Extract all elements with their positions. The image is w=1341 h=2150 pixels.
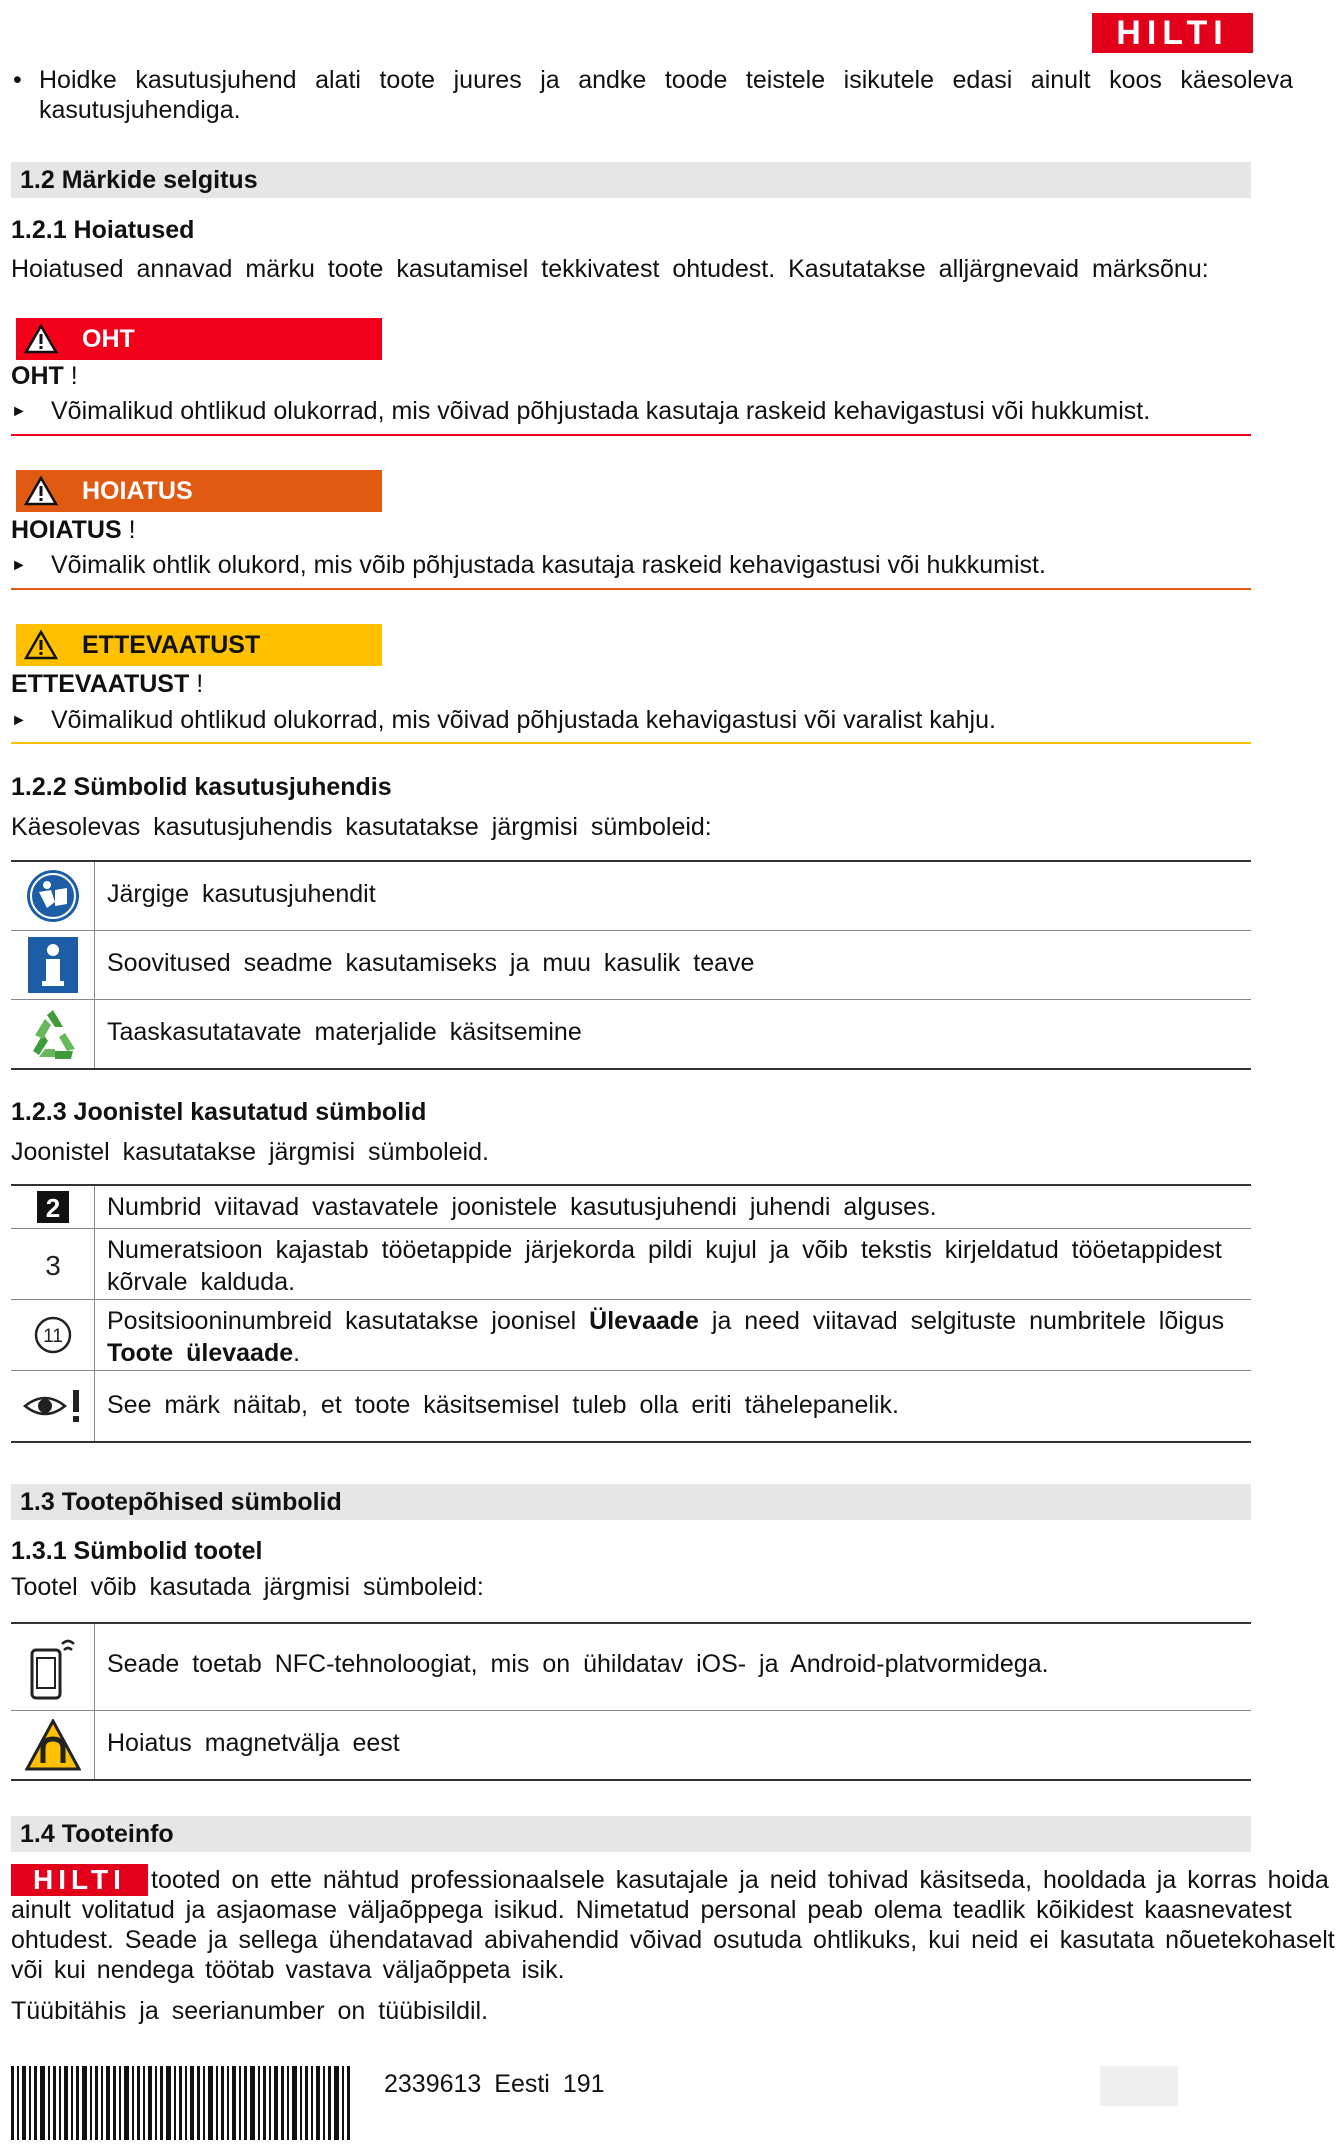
table-row [11,1300,1251,1371]
recycling-icon [25,1007,81,1061]
section-1-3-title: 1.3 Tootepõhised sümbolid [20,1488,342,1516]
product-overview-ref: Toote ülevaade [107,1339,294,1367]
intro-bullet [13,65,1293,125]
table-cell-text: Soovitused seadme kasutamiseks ja muu kasulik teave [107,949,755,977]
icon-cell [11,1300,95,1370]
table-cell-text: Seade toetab NFC-tehnoloogiat, mis on ühildatav iOS- ja Android-platvormidega. [107,1650,1049,1678]
section-1-3-1-title: 1.3.1 Sümbolid tootel [11,1537,263,1565]
caution-rule [11,742,1251,744]
figure-symbols-table [11,1184,1251,1443]
icon-cell [11,862,95,930]
danger-heading-text: OHT [11,362,64,390]
warning-heading [11,516,136,545]
icon-cell [11,1000,95,1068]
table-row [11,1624,1251,1711]
warning-triangle-icon [24,324,58,354]
warning-heading-text: HOIATUS [11,516,122,544]
icon-cell [11,1371,95,1441]
arrow-icon: ► [11,403,27,421]
type-plate-text: Tüübitähis ja seerianumber on tüübisildil. [11,1997,489,2025]
table-cell-text: See märk näitab, et toote käsitsemisel tuleb olla eriti tähelepanelik. [107,1391,899,1419]
barcode [11,2066,351,2140]
warning-triangle-icon [24,476,58,506]
table-row [11,1711,1251,1781]
language: Eesti [494,2070,550,2098]
danger-heading [11,362,78,391]
icon-cell [11,1624,95,1710]
text-part: . [293,1339,301,1367]
warning-heading-excl: ! [121,516,136,544]
icon-cell [11,931,95,999]
section-1-3-header [11,1484,1251,1520]
caution-heading-excl: ! [189,670,204,698]
figure-number-icon [37,1191,69,1223]
danger-rule [11,434,1251,436]
section-1-4-title: 1.4 Tooteinfo [20,1820,174,1848]
read-manual-icon [25,868,81,924]
section-1-2-1-title: 1.2.1 Hoiatused [11,216,195,244]
arrow-icon: ► [11,712,27,730]
table-cell-text: Järgige kasutusjuhendit [107,880,376,908]
warning-triangle-icon [24,630,58,660]
section-1-2-3-title: 1.2.3 Joonistel kasutatud sümbolid [11,1098,427,1126]
figure-number-glyph: 2 [45,1193,60,1223]
text-part: ja need viitavad selgituste numbritele lõigus [698,1307,1225,1335]
section-1-4-header [11,1816,1251,1852]
danger-description-text: Võimalikud ohtlikud olukorrad, mis võivad põhjustada kasutaja raskeid kehavigastusi või hukkumist. [51,397,1151,425]
bullet-dot: • [13,66,22,94]
table-row [11,1186,1251,1229]
danger-heading-excl: ! [63,362,78,390]
arrow-icon: ► [11,557,27,575]
hilti-logo-inline: HILTI [11,1864,148,1896]
caution-label: ETTEVAATUST [82,631,261,659]
nfc-phone-icon [26,1632,80,1702]
danger-label: OHT [82,325,135,353]
overview-ref: Ülevaade [589,1307,699,1335]
table-row [11,931,1251,1000]
caution-description [11,706,996,735]
caution-signal-box [16,624,382,666]
section-1-2-2-text: Käesolevas kasutusjuhendis kasutatakse järgmisi sümboleid: [11,813,712,841]
table-cell-text [107,1300,1251,1374]
icon-cell [11,1711,95,1779]
section-1-2-3-text: Joonistel kasutatakse järgmisi sümboleid. [11,1138,489,1166]
table-row [11,1000,1251,1070]
warning-signal-box [16,470,382,512]
manual-symbols-table [11,860,1251,1070]
step-number-glyph: 3 [44,1250,61,1280]
intro-bullet-text: Hoidke kasutusjuhend alati toote juures ja andke toode teistele isikutele edasi ainult koos käesoleva kasutusjuhendiga. [39,66,1293,124]
magnetic-field-warning-icon [25,1719,81,1771]
position-number-glyph: 11 [42,1326,63,1347]
footer [384,2070,605,2099]
table-row [11,862,1251,931]
danger-description [11,397,1150,426]
section-1-2-2-title: 1.2.2 Sümbolid kasutusjuhendis [11,773,392,801]
attention-eye-icon [23,1388,83,1424]
position-number-icon [33,1315,73,1355]
table-cell-text: Taaskasutatavate materjalide käsitsemine [107,1018,582,1046]
danger-signal-box [16,318,382,360]
section-1-2-header [11,162,1251,198]
warning-label: HOIATUS [82,477,193,505]
text-part: Positsiooninumbreid kasutatakse joonisel [107,1307,590,1335]
warning-description [11,551,1046,580]
section-1-3-1-text: Tootel võib kasutada järgmisi sümboleid: [11,1573,484,1601]
hilti-logo: HILTI [1092,13,1253,53]
table-row [11,1371,1251,1443]
table-row [11,1229,1251,1300]
section-1-2-title: 1.2 Märkide selgitus [20,166,258,194]
info-icon [28,937,78,993]
warning-description-text: Võimalik ohtlik olukord, mis võib põhjustada kasutaja raskeid kehavigastusi või hukkumist. [51,551,1046,579]
warning-rule [11,588,1251,590]
icon-cell [11,1186,95,1228]
table-cell-text: Numeratsioon kajastab tööetappide järjekorda pildi kujul ja võib tekstis kirjeldatud tööetappidest kõrvale kalduda. [107,1236,1222,1296]
icon-cell [11,1229,95,1299]
section-1-2-1-text: Hoiatused annavad märku toote kasutamisel tekkivatest ohtudest. Kasutatakse alljärgnevaid märksõnu: [11,255,1209,283]
page-marker [1100,2066,1178,2106]
step-number-icon [37,1248,69,1280]
table-cell-text: Numbrid viitavad vastavatele joonistele kasutusjuhendi juhendi alguses. [107,1193,937,1221]
product-symbols-table [11,1622,1251,1781]
caution-heading [11,670,203,699]
page-number: 191 [562,2070,605,2098]
caution-heading-text: ETTEVAATUST [11,670,190,698]
doc-code: 2339613 [384,2070,482,2098]
caution-description-text: Võimalikud ohtlikud olukorrad, mis võivad põhjustada kehavigastusi või varalist kahju. [51,706,996,734]
product-info-text: tooted on ette nähtud professionaalsele kasutajale ja neid tohivad käsitseda, hooldada ja korras hoida ainult volitatud ja asjaomase väljaõppega isikud. Nimetatud personal peab olema teadlik kõikidest kaasnevatest ohtudest. Seade ja sellega ühendatavad abivahendid võivad osutuda ohtlikuks, kui neid ei kasutata nõuetekohaselt või kui nendega töötab vastava väljaõppeta isik. [11,1866,1335,1984]
table-cell-text: Hoiatus magnetvälja eest [107,1729,400,1757]
